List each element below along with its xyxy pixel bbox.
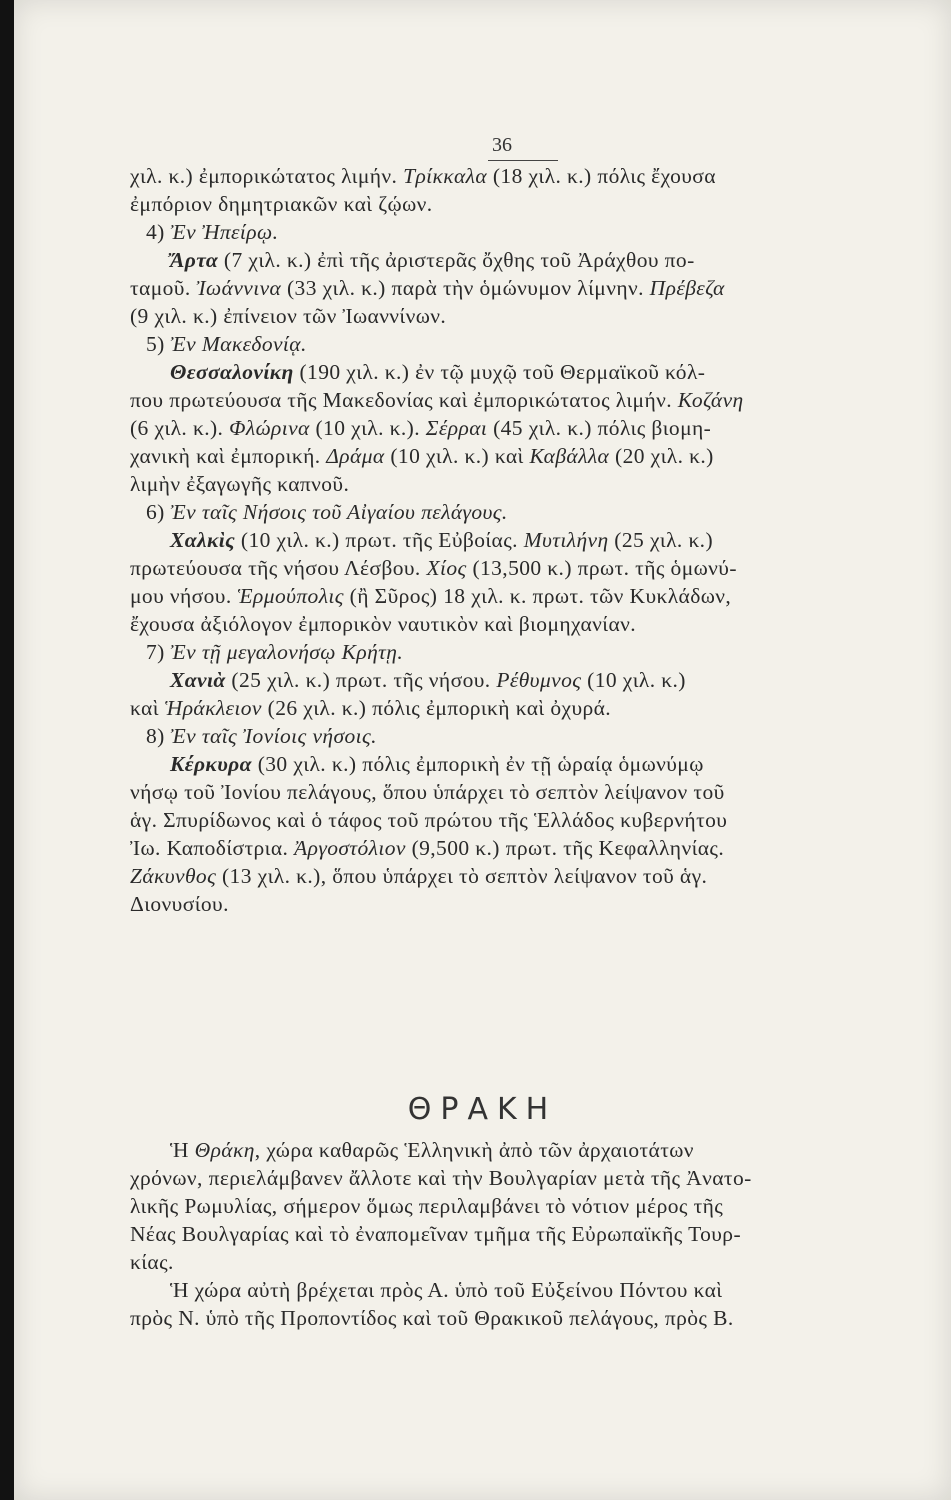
text-block-thrace xyxy=(130,1136,890,1332)
text-line xyxy=(130,442,890,470)
text-segment: (30 χιλ. κ.) πόλις ἐμπορικὴ ἐν τῇ ὡραίᾳ ὁμωνύμῳ xyxy=(251,752,704,776)
text-segment: 7) xyxy=(146,640,171,664)
emphasized-term: Ρέθυμνος xyxy=(496,668,582,692)
text-line xyxy=(130,862,890,890)
text-segment: (7 χιλ. κ.) ἐπὶ τῆς ἀριστερᾶς ὄχθης τοῦ Ἀράχθου πο- xyxy=(218,248,695,272)
text-line xyxy=(130,330,890,358)
text-line xyxy=(130,1304,890,1332)
emphasized-term: Τρίκκαλα xyxy=(403,164,488,188)
text-segment: ταμοῦ. xyxy=(130,276,197,300)
emphasized-term: Ἐν Μακεδονίᾳ. xyxy=(170,332,307,356)
emphasized-term: Σέρραι xyxy=(425,416,488,440)
text-segment: λικῆς Ρωμυλίας, σήμερον ὅμως περιλαμβάνει τὸ νότιον μέρος τῆς xyxy=(130,1194,724,1218)
text-segment: (10 χιλ. κ.). xyxy=(309,416,426,440)
text-segment: (45 χιλ. κ.) πόλις βιομη- xyxy=(487,416,712,440)
text-segment: κίας. xyxy=(130,1250,174,1274)
text-segment: ἔχουσα ἀξιόλογον ἐμπορικὸν ναυτικὸν καὶ βιομηχανίαν. xyxy=(130,612,637,636)
emphasized-term: Ἀργοστόλιον xyxy=(294,836,406,860)
document-page xyxy=(14,0,951,1500)
text-line xyxy=(130,750,890,778)
text-line xyxy=(130,218,890,246)
emphasized-term: Φλώρινα xyxy=(229,416,310,440)
text-line xyxy=(130,778,890,806)
emphasized-term: Ἐν Ἠπείρῳ. xyxy=(170,220,279,244)
text-line xyxy=(130,274,890,302)
emphasized-term: Ἐν ταῖς Ἰονίοις νήσοις. xyxy=(170,724,377,748)
text-segment: (6 χιλ. κ.). xyxy=(130,416,230,440)
text-segment: (26 χιλ. κ.) πόλις ἐμπορικὴ καὶ ὀχυρά. xyxy=(261,696,612,720)
page-number-rule xyxy=(488,160,558,161)
text-segment: καὶ xyxy=(130,696,165,720)
text-segment: , χώρα καθαρῶς Ἑλληνικὴ ἀπὸ τῶν ἀρχαιοτάτων xyxy=(254,1138,694,1162)
text-segment: Διονυσίου. xyxy=(130,892,229,916)
emphasized-term: Ἡράκλειον xyxy=(164,696,262,720)
text-segment: Ἡ χώρα αὐτὴ βρέχεται πρὸς Α. ὑπὸ τοῦ Εὐξείνου Πόντου καὶ xyxy=(170,1278,723,1302)
text-line xyxy=(130,1220,890,1248)
emphasized-term: Ἄρτα xyxy=(170,248,219,272)
text-segment: 6) xyxy=(146,500,171,524)
text-block-regions xyxy=(130,162,890,918)
book-spine-shadow xyxy=(0,0,14,1500)
text-segment: 8) xyxy=(146,724,171,748)
text-line xyxy=(130,246,890,274)
text-segment: (33 χιλ. κ.) παρὰ τὴν ὁμώνυμον λίμνην. xyxy=(281,276,650,300)
text-line xyxy=(130,582,890,610)
text-segment: πρωτεύουσα τῆς νήσου Λέσβου. xyxy=(130,556,427,580)
text-line xyxy=(130,890,890,918)
text-segment: Ἡ xyxy=(170,1138,195,1162)
text-segment: (190 χιλ. κ.) ἐν τῷ μυχῷ τοῦ Θερμαϊκοῦ κόλ- xyxy=(293,360,706,384)
text-segment: (20 χιλ. κ.) xyxy=(609,444,714,468)
section-heading: ΘΡΑΚΗ xyxy=(407,1092,558,1127)
text-segment: χρόνων, περιελάμβανεν ἄλλοτε καὶ τὴν Βουλγαρίαν μετὰ τῆς Ἀνατο- xyxy=(130,1166,752,1190)
emphasized-term: Χίος xyxy=(426,556,467,580)
text-line xyxy=(130,386,890,414)
text-segment: (9,500 κ.) πρωτ. τῆς Κεφαλληνίας. xyxy=(405,836,725,860)
text-line xyxy=(130,638,890,666)
emphasized-term: Χαλκὶς xyxy=(170,528,236,552)
text-line xyxy=(130,526,890,554)
text-line xyxy=(130,1276,890,1304)
emphasized-term: Ζάκυνθος xyxy=(130,864,217,888)
text-segment: 5) xyxy=(146,332,171,356)
page-number: 36 xyxy=(492,134,512,156)
text-segment: ἐμπόριον δημητριακῶν καὶ ζῴων. xyxy=(130,192,433,216)
text-segment: που πρωτεύουσα τῆς Μακεδονίας καὶ ἐμπορικώτατος λιμήν. xyxy=(130,388,678,412)
text-line xyxy=(130,302,890,330)
text-segment: χιλ. κ.) ἐμπορικώτατος λιμήν. xyxy=(130,164,404,188)
emphasized-term: Καβάλλα xyxy=(529,444,610,468)
text-segment: (25 χιλ. κ.) xyxy=(608,528,714,552)
emphasized-term: Ἑρμούπολις xyxy=(237,584,344,608)
text-line xyxy=(130,162,890,190)
text-line xyxy=(130,1248,890,1276)
text-line xyxy=(130,554,890,582)
emphasized-term: Θράκη xyxy=(194,1138,255,1162)
text-segment: μου νήσου. xyxy=(130,584,238,608)
text-segment: Νέας Βουλγαρίας καὶ τὸ ἐναπομεῖναν τμῆμα τῆς Εὐρωπαϊκῆς Τουρ- xyxy=(130,1222,741,1246)
text-line xyxy=(130,470,890,498)
emphasized-term: Κοζάνη xyxy=(677,388,744,412)
text-segment: (10 χιλ. κ.) καὶ xyxy=(384,444,530,468)
emphasized-term: Ἰωάννινα xyxy=(196,276,282,300)
text-segment: πρὸς Ν. ὑπὸ τῆς Προποντίδος καὶ τοῦ Θρακικοῦ πελάγους, πρὸς Β. xyxy=(130,1306,734,1330)
emphasized-term: Πρέβεζα xyxy=(649,276,725,300)
text-segment: (10 χιλ. κ.) πρωτ. τῆς Εὐβοίας. xyxy=(235,528,524,552)
text-segment: (13,500 κ.) πρωτ. τῆς ὁμωνύ- xyxy=(466,556,737,580)
text-segment: Ἰω. Καποδίστρια. xyxy=(130,836,295,860)
text-line xyxy=(130,1192,890,1220)
text-line xyxy=(130,1164,890,1192)
text-segment: (9 χιλ. κ.) ἐπίνειον τῶν Ἰωαννίνων. xyxy=(130,304,447,328)
emphasized-term: Θεσσαλονίκη xyxy=(170,360,294,384)
text-line xyxy=(130,694,890,722)
text-line xyxy=(130,834,890,862)
text-segment: νήσῳ τοῦ Ἰονίου πελάγους, ὅπου ὑπάρχει τὸ σεπτὸν λείψανον τοῦ xyxy=(130,780,725,804)
text-segment: (25 χιλ. κ.) πρωτ. τῆς νήσου. xyxy=(225,668,497,692)
text-segment: χανικὴ καὶ ἐμπορική. xyxy=(130,444,327,468)
text-line xyxy=(130,1136,890,1164)
emphasized-term: Μυτιλήνη xyxy=(523,528,609,552)
text-segment: (18 χιλ. κ.) πόλις ἔχουσα xyxy=(487,164,716,188)
text-segment: (ἢ Σῦρος) 18 χιλ. κ. πρωτ. τῶν Κυκλάδων, xyxy=(343,584,732,608)
text-segment: (10 χιλ. κ.) xyxy=(581,668,686,692)
emphasized-term: Κέρκυρα xyxy=(170,752,252,776)
text-segment: ἁγ. Σπυρίδωνος καὶ ὁ τάφος τοῦ πρώτου τῆς Ἑλλάδος κυβερνήτου xyxy=(130,808,728,832)
text-line xyxy=(130,610,890,638)
text-line xyxy=(130,722,890,750)
text-line xyxy=(130,358,890,386)
emphasized-term: Ἐν τῇ μεγαλονήσῳ Κρήτῃ. xyxy=(170,640,404,664)
text-line xyxy=(130,190,890,218)
text-line xyxy=(130,414,890,442)
text-segment: λιμὴν ἐξαγωγῆς καπνοῦ. xyxy=(130,472,350,496)
emphasized-term: Δράμα xyxy=(326,444,385,468)
text-line xyxy=(130,498,890,526)
emphasized-term: Ἐν ταῖς Νήσοις τοῦ Αἰγαίου πελάγους. xyxy=(170,500,508,524)
text-line xyxy=(130,666,890,694)
text-segment: 4) xyxy=(146,220,171,244)
text-segment: (13 χιλ. κ.), ὅπου ὑπάρχει τὸ σεπτὸν λείψανον τοῦ ἁγ. xyxy=(216,864,708,888)
emphasized-term: Χανιὰ xyxy=(170,668,226,692)
text-line xyxy=(130,806,890,834)
